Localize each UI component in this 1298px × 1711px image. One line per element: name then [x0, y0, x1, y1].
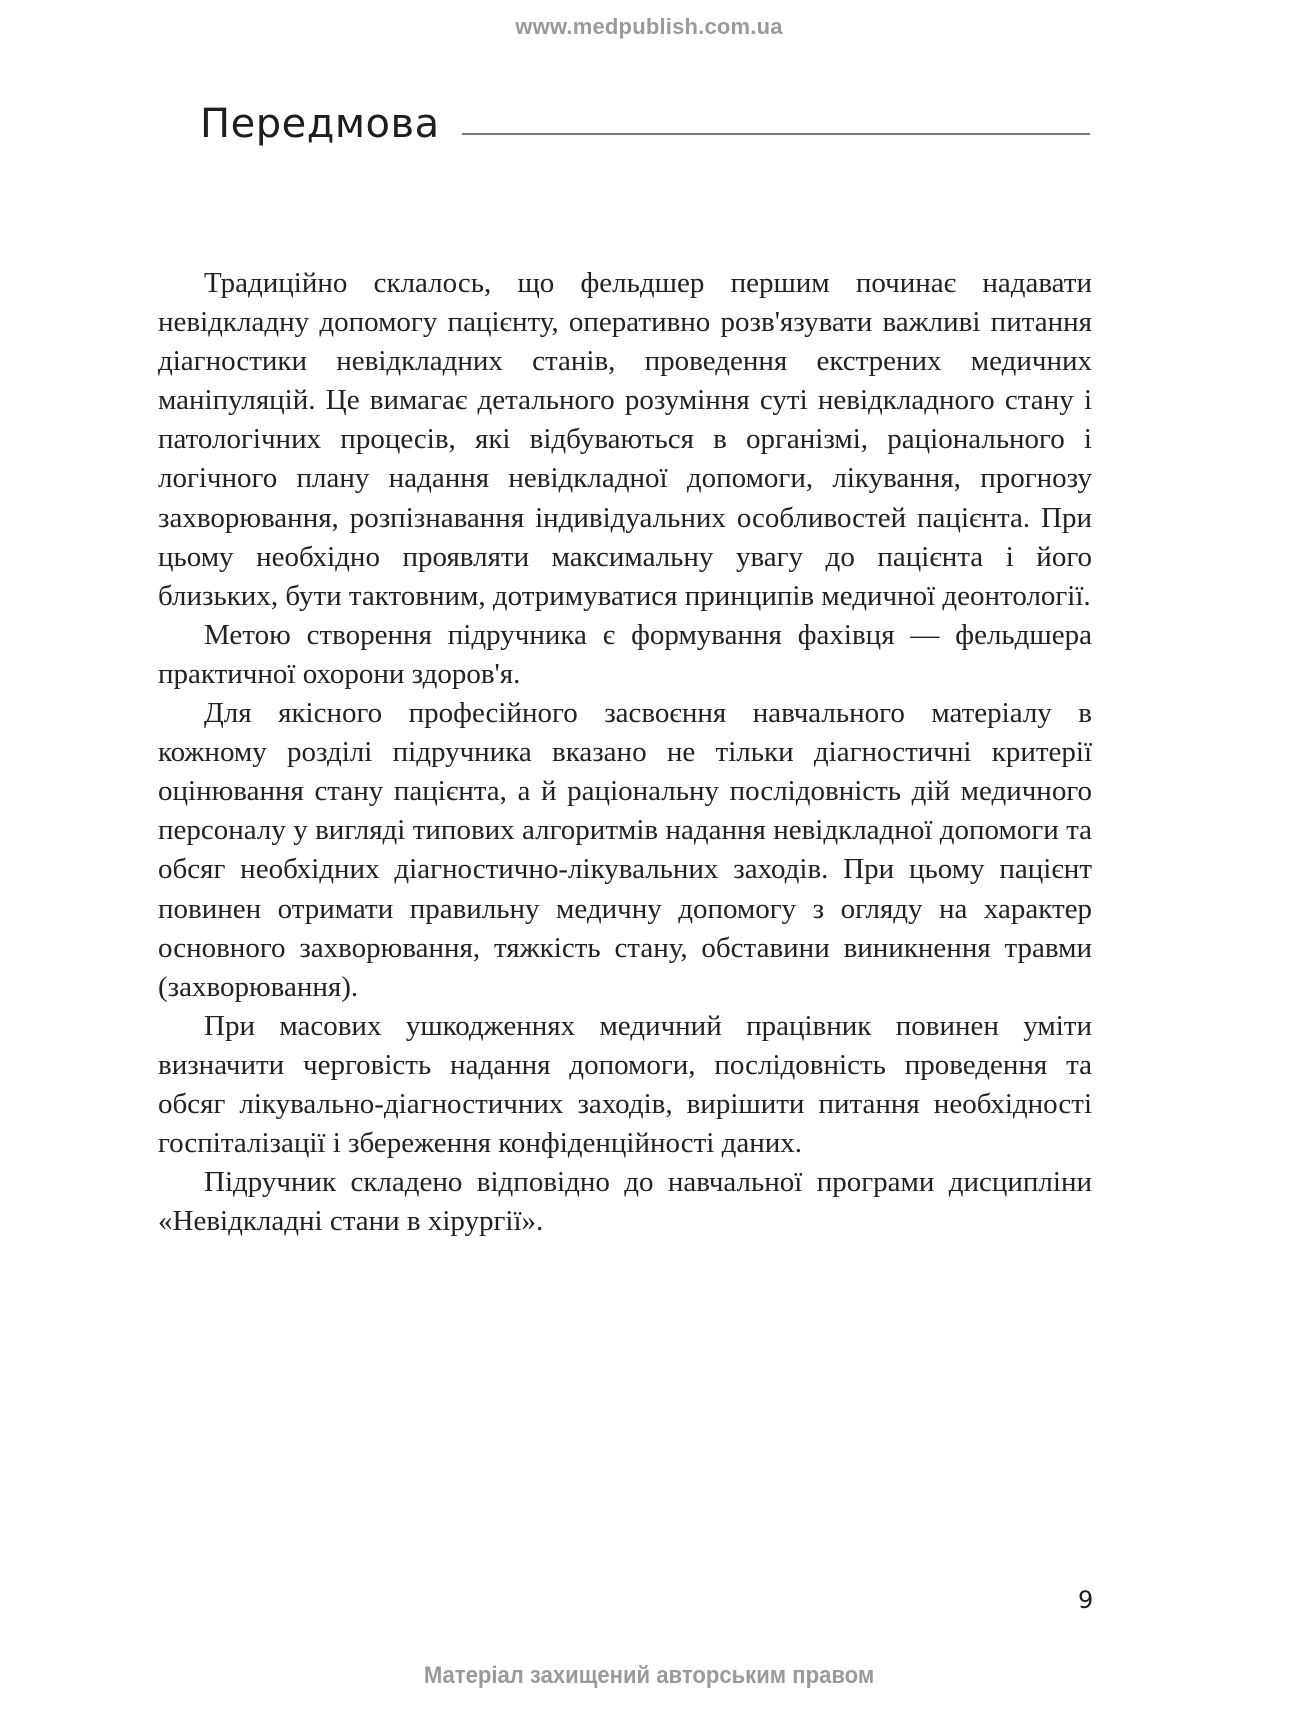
paragraph: При масових ушкодженнях медичний працівник повинен уміти визначити черговість надання допомоги, послідовність проведення та обсяг лікувально-діагностичних заходів, вирішити питання необхідності госпіталізації і збереження конфіденційності даних.	[158, 1009, 1092, 1160]
paragraph: Традиційно склалось, що фельдшер першим починає надавати невідкладну допомогу пацієнту, оперативно розв'язувати важливі питання діагностики невідкладних станів, проведення екстрених медичних маніпуляцій. Це вимагає детального розуміння суті невідкладного стану і патологічних процесів, які відбуваються в організмі, раціонального і логічного плану надання невідкладної допомоги, лікування, прогнозу захворювання, розпізнавання індивідуальних особливостей пацієнта. При цьому необхідно проявляти максимальну увагу до пацієнта і його близьких, бути тактовним, дотримуватися принципів медичної деонтології.	[158, 267, 1092, 612]
watermark-copyright: Матеріал захищений авторським правом	[423, 1662, 875, 1689]
paragraph: Метою створення підручника є формування фахівця — фельдшера практичної охорони здоров'я.	[158, 618, 1092, 690]
paragraph: Для якісного професійного засвоєння навчального матеріалу в кожному розділі підручника вказано не тільки діагностичні критерії оцінювання стану пацієнта, а й раціональну послідовність дій медичного персоналу у вигляді типових алгоритмів надання невідкладної допомоги та обсяг необхідних діагностично-лікувальних заходів. При цьому пацієнт повинен отримати правильну медичну допомогу з огляду на характер основного захворювання, тяжкість стану, обставини виникнення травми (захворювання).	[158, 697, 1092, 1003]
preface-body	[158, 264, 1092, 1241]
page-title: Передмова	[200, 101, 440, 147]
page-number: 9	[1078, 1586, 1094, 1614]
heading-row	[200, 101, 1090, 147]
paragraph: Підручник складено відповідно до навчальної програми дисципліни «Невідкладні стани в хірургії».	[158, 1166, 1092, 1238]
watermark-site-url: www.medpublish.com.ua	[515, 14, 783, 39]
heading-rule-divider	[462, 133, 1090, 135]
